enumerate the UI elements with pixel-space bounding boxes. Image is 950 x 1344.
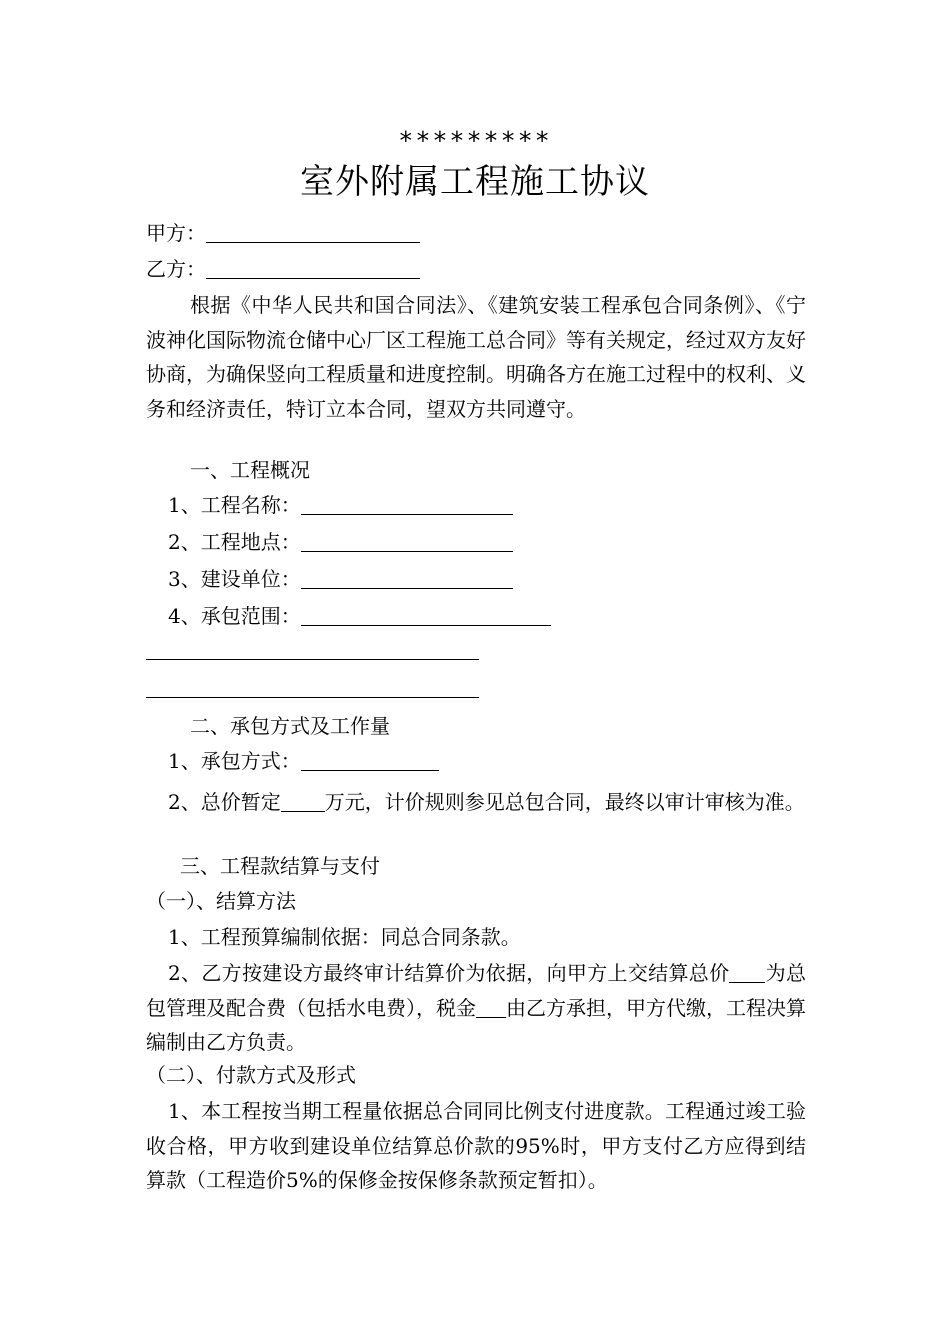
contract-method-blank: [301, 750, 439, 771]
project-location-line: [168, 529, 513, 555]
party-a-label: 甲方：: [146, 221, 206, 245]
party-a-blank: [206, 222, 420, 243]
party-b-blank: [206, 258, 420, 279]
management-fee-blank: [729, 962, 765, 983]
document-title: 室外附属工程施工协议: [300, 162, 650, 202]
project-name-blank: [301, 494, 513, 515]
party-b-label: 乙方：: [146, 257, 206, 281]
intro-paragraph: 根据《中华人民共和国合同法》、《建筑安装工程承包合同条例》、《宁波神化国际物流仓储中心厂区工程施工总合同》等有关规定，经过双方友好协商，为确保竖向工程质量和进度控制。明确各方在施工过程中的权利、义务和经济责任，特订立本合同，望双方共同遵守。: [146, 293, 806, 421]
settlement-text-b: 为总包管理及配合费（包括水电费），税金: [146, 961, 806, 1020]
contract-method-line: [168, 748, 439, 774]
section3-heading: 三、工程款结算与支付: [180, 854, 380, 878]
construction-unit-blank: [301, 568, 513, 589]
settlement-text-c: 由乙方承担，甲方代缴，工程决算编制由乙方负责。: [146, 995, 806, 1054]
contract-scope-blank: [301, 605, 551, 626]
project-location-label: 2、工程地点：: [168, 530, 301, 554]
settlement-paragraph: [146, 956, 806, 1060]
total-price-blank: [281, 791, 325, 812]
total-price-paragraph: [146, 785, 806, 819]
total-price-text-b: 万元，计价规则参见总包合同，最终以审计审核为准。: [324, 790, 805, 814]
settlement-text-a: 2、乙方按建设方最终审计结算价为依据，向甲方上交结算总价: [168, 961, 730, 985]
project-name-line: [168, 492, 513, 518]
scope-blank-line-1: [146, 659, 479, 660]
settlement-method-heading: （一）、结算方法: [146, 889, 296, 913]
tax-blank: [476, 997, 506, 1018]
total-price-text-a: 2、总价暂定: [168, 790, 281, 814]
payment-method-heading: （二）、付款方式及形式: [146, 1063, 356, 1087]
construction-unit-label: 3、建设单位：: [168, 567, 301, 591]
section2-heading: 二、承包方式及工作量: [190, 714, 390, 738]
scope-blank-line-2: [146, 697, 479, 698]
section1-heading: 一、工程概况: [190, 458, 310, 482]
construction-unit-line: [168, 566, 513, 592]
project-name-label: 1、工程名称：: [168, 493, 301, 517]
party-a-line: [146, 220, 420, 246]
project-location-blank: [301, 531, 513, 552]
budget-basis-line: 1、工程预算编制依据：同总合同条款。: [168, 925, 521, 949]
party-b-line: [146, 256, 420, 282]
contract-scope-label: 4、承包范围：: [168, 604, 301, 628]
payment-paragraph: 1、本工程按当期工程量依据总合同同比例支付进度款。工程通过竣工验收合格，甲方收到建设单位结算总价款的95%时，甲方支付乙方应得到结算款（工程造价5%的保修金按保修条款预定暂扣）。: [146, 1099, 806, 1192]
contract-scope-line: [168, 603, 551, 629]
contract-method-label: 1、承包方式：: [168, 749, 301, 773]
title-stars: *********: [398, 126, 552, 155]
